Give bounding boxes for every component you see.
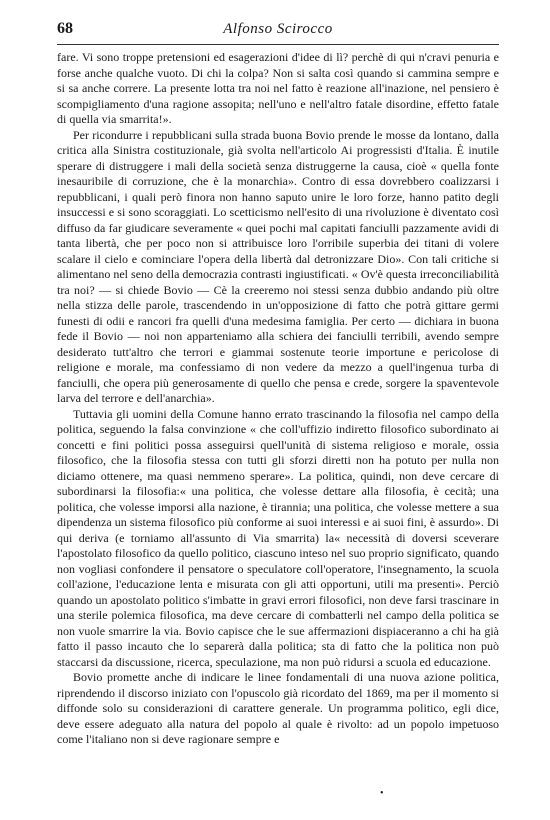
running-title: Alfonso Scirocco <box>223 21 333 37</box>
header-rule <box>57 44 499 45</box>
paragraph-4: Bovio promette anche di indicare le linee fondamentali di una nuova azione politica, riprendendo il discorso iniziato con l'opuscolo già ricordato del 1869, ma per il momento si diffonde solo su considerazioni di carattere generale. Un programma politico, egli dice, deve essere adeguato alla natura del popolo al quale è rivolto: ad un popolo impetuoso come l'italiano non si deve ragionare sempre e <box>57 670 499 746</box>
paragraph-3: Tuttavia gli uomini della Comune hanno errato trascinando la filosofia nel campo della politica, seguendo la falsa convinzione « che coll'uffizio indiretto filosofico subordinato ai concetti e fini politici possa asseguirsi quell'unità di sistema religioso e morale, ossia filosofico, che la filosofia stessa con tutti gli sforzi diretti non ha potuto per nulla non diciamo ottenere, ma quasi nemmeno sperare». La politica, quindi, non deve cercare di subordinarsi la filosofia:« una politica, che volesse dettare alla filosofia, è cecità; una politica, che volesse imporsi alla nazione, è tirannia; una politica, che volesse mettere a sua dipendenza un sistema filosofico più conforme ai suoi interessi e ai suoi fini, è assurdo». Di qui deriva (e torniamo all'assunto di Via smarrita) la« necessità di doversi sceverare l'apostolato filosofico da quello politico, ciascuno inteso nel suo proprio significato, quando non vogliasi confondere il pensatore o speculatore coll'operatore, l'insegnamento, la scuola coll'azione, l'educazione lenta e misurata con gli atti opportuni, utili ma presenti». Perciò quando un apostolato politico s'imbatte in gravi errori filosofici, non deve farsi trascinare in una sterile polemica filosofica, ma deve cercare di combatterli nel campo della politica se non vuole smarrire la via. Bovio capisce che le sue affermazioni dispiaceranno a chi ha già fatto il passo incauto che lo separerà dalla politica; sta di fatto che la politica non può staccarsi da discussione, ricerca, speculazione, ma non può ridursi a scuola ed educazione. <box>57 406 499 669</box>
paragraph-2: Per ricondurre i repubblicani sulla strada buona Bovio prende le mosse da lontano, dalla critica alla Sinistra costituzionale, già svolta nell'articolo Ai progressisti d'Italia. È inutile sperare di distruggere i mali della società senza distruggerne la causa, cioè « quella fonte inesauribile di corruzione, che è la monarchia». Contro di essa dovrebbero coalizzarsi i repubblicani, i quali però finora non hanno saputo unire le loro forze, hanno patito degli insuccessi e si sono scoraggiati. Lo scetticismo nell'esito di una rivoluzione è diventato così diffuso da far giudicare severamente « quei pochi mal capitati fanciulli pazzamente avidi di tanta libertà, che per poco non si attribuisce loro l'orribile superbia dei titani di volere scalare il cielo e cominciare l'opera della libertà dal detronizzare Dio». Con tali critiche si alimentano nel seno della democrazia contrasti ingiustificati. « Ov'è questa irreconciliabilità tra noi? — si chiede Bovio — Cè la creeremo noi stessi senza dubbio andando più oltre nella stizza delle parole, trascendendo in un'opposizione di fatto che potrà gittare germi funesti di odii e rancori fra quelli d'una medesima famiglia. Per certo — dichiara in buona fede il Bovio — noi non apparteniamo alla schiera dei fanciulli terribili, avendo sempre desiderato tutt'altro che terrori e giammai sostenute teorie importune e pericolose di religione e morale, ma confessiamo di non vedere da mezzo a quell'ingenua turba di fanciulli, che opera più generosamente di quello che pensa e crede, sorgere la spaventevole larva del terrore e dell'anarchia». <box>57 127 499 405</box>
body-text <box>57 50 499 748</box>
footer-mark: • <box>380 788 384 799</box>
page-header <box>57 20 499 42</box>
paragraph-1: fare. Vi sono troppe pretensioni ed esagerazioni d'idee di lì? perchè di qui n'cravi penuria e forse anche qualche vuoto. Di chi la colpa? Non si salta così quando si cammina sempre e si sa anche correre. La presente lotta tra noi nel fatto è reazione all'inazione, nel pensiero è scompigliamento d'una ragione assopita; nell'uno e nell'altro fatale disordine, effetto fatale di quella via smarrita!». <box>57 50 499 126</box>
page-number: 68 <box>57 20 73 37</box>
